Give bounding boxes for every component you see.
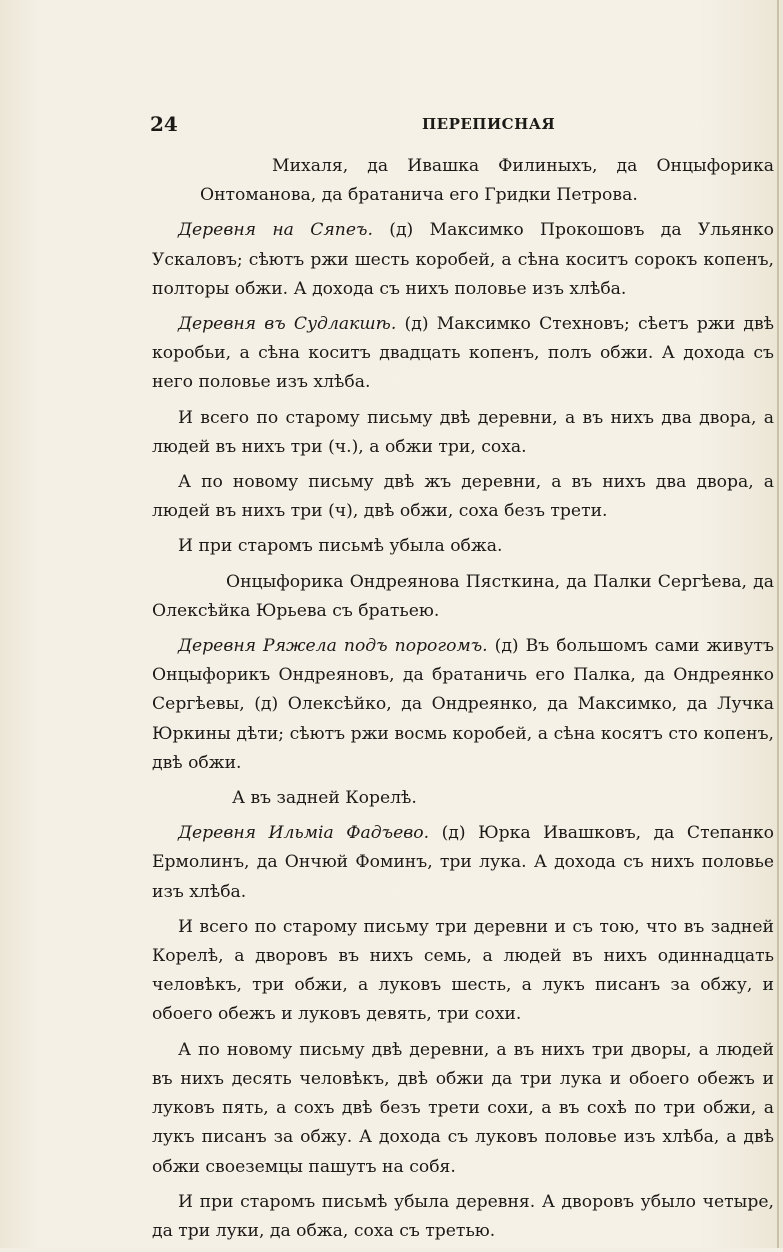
paragraph-text: И при старомъ письмѣ убыла деревня. А дворовъ убыло четыре, да три луки, да обжа, соха съ третью. [152,1191,774,1241]
running-title: ПЕРЕПИСНАЯ [422,115,556,133]
page-header [150,112,770,140]
paragraph-text: И при старомъ письмѣ убыла обжа. [178,536,503,557]
paragraph-text: Онцыфорика Ондреянова Пясткина, да Палки Сергѣева, да Олексѣйка Юрьева съ братьею. [152,571,774,621]
paragraph-text: (д) Максимко Стехновъ; сѣетъ ржи двѣ коробьи, а сѣна коситъ двадцать копенъ, полъ обжи. А дохода съ него половье изъ хлѣба. [152,314,774,393]
paragraph-text: А по новому письму двѣ жъ деревни, а въ нихъ два двора, а людей въ нихъ три (ч), двѣ обжи, соха безъ трети. [152,472,774,522]
paragraph-loss-2 [152,1188,774,1246]
village-name: Деревня на Сяпеъ. [178,220,373,241]
paragraph-village-syape [152,216,774,304]
paragraph-village-ryazhela [152,632,774,778]
paragraph-total-new [152,468,774,526]
paragraph-text: А по новому письму двѣ деревни, а въ нихъ три дворы, а людей въ нихъ десять человѣкъ, двѣ обжи да три лука и обоего обежъ и луковъ пять, а сохъ двѣ безъ трети сохи, а въ сохѣ по три обжи, а лукъ писанъ за обжу. А дохода съ луковъ половье изъ хлѣба, а двѣ обжи своеземцы пашутъ на собя. [152,1039,774,1177]
paragraph-total-new-2 [152,1036,774,1182]
paragraph-total-old [152,404,774,462]
body-text [152,152,774,1252]
village-name: Деревня въ Судлакшѣ. [178,314,397,335]
paragraph-owners-1 [152,152,774,210]
paragraph-text: (д) Въ большомъ сами живутъ Онцыфорикъ Ондреяновъ, да братаничь его Палка, да Ондреянко Сергѣевы, (д) Олексѣйко, да Ондреянко, да Максимко, да Лучка Юркины дѣти; сѣютъ ржи восмь коробей, а сѣна косятъ сто копенъ, двѣ обжи. [152,636,774,773]
paragraph-text: (д) Юрка Ивашковъ, да Степанко Ермолинъ, да Ончюй Фоминъ, три лука. А дохода съ нихъ половье изъ хлѣба. [152,823,774,902]
paragraph-total-old-2 [152,913,774,1030]
paragraph-owners-2 [152,568,774,626]
village-name: Деревня Ряжела подъ порогомъ. [178,636,488,657]
paragraph-text: И всего по старому письму три деревни и съ тою, что въ задней Корелѣ, а дворовъ въ нихъ семь, а людей въ нихъ одиннадцать человѣкъ, три обжи, а луковъ шесть, а лукъ писанъ за обжу, и обоего обежъ и луковъ девять, три сохи. [152,916,774,1025]
paragraph-village-sudlakshe [152,310,774,398]
paragraph-village-ilmia [152,819,774,907]
paragraph-text: Михаля, да Ивашка Филиныхъ, да Онцыфорика Онтоманова, да братанича его Гридки Петрова. [200,156,774,206]
village-name: Деревня Ильміа Фадъево. [178,823,430,844]
page-edge-shadow [777,0,779,1248]
paragraph-text: И всего по старому письму двѣ деревни, а въ нихъ два двора, а людей въ нихъ три (ч.), а обжи три, соха. [152,407,774,457]
paragraph-text: (д) Максимко Прокошовъ да Ульянко Ускаловъ; сѣютъ ржи шесть коробей, а сѣна коситъ сорокъ копенъ, полторы обжи. А дохода съ нихъ половье изъ хлѣба. [152,220,774,299]
page-number: 24 [150,112,178,136]
paragraph-section-korela [152,784,774,813]
paragraph-loss [152,532,774,561]
paragraph-text: А въ задней Корелѣ. [232,788,417,809]
